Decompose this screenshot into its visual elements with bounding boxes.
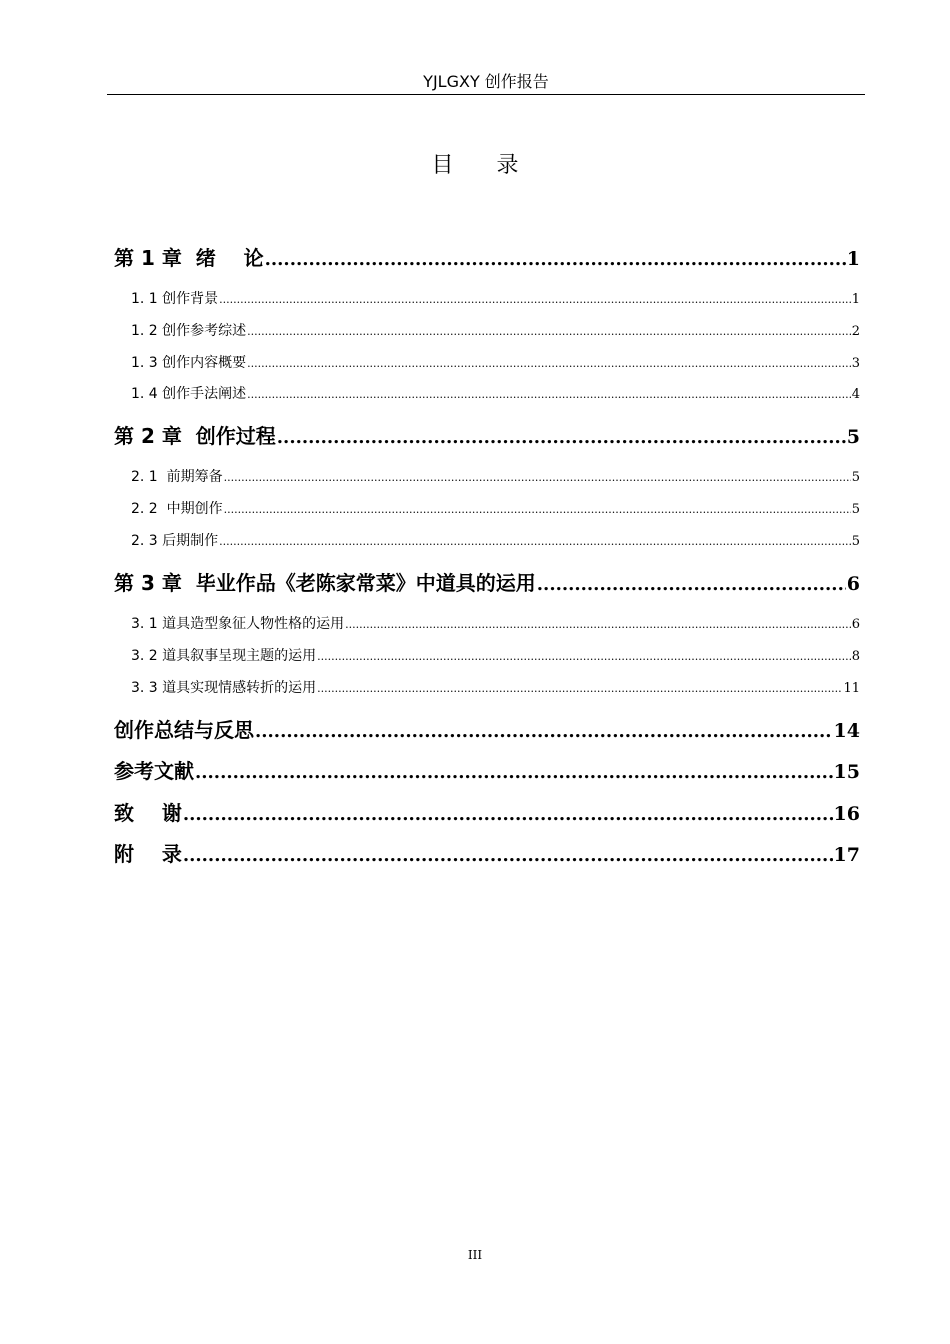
toc-entry-page: 5 [851, 470, 860, 485]
toc-entry-page: 1 [851, 292, 860, 307]
toc-entry-chapter-1[interactable] [114, 243, 860, 273]
toc-entry-page: 5 [851, 534, 860, 549]
toc-entry-label: 3. 3 道具实现情感转折的运用 [131, 680, 317, 696]
toc-leader-dots [265, 245, 846, 275]
toc-entry-label: 3. 2 道具叙事呈现主题的运用 [131, 648, 317, 664]
toc-entry-page: 14 [833, 720, 860, 742]
toc-entry-2-3[interactable] [131, 530, 860, 552]
toc-entry-1-4[interactable] [131, 383, 860, 405]
toc-entry-1-2[interactable] [131, 320, 860, 342]
toc-entry-page: 11 [843, 681, 860, 696]
toc-title-left: 目 [431, 153, 454, 178]
toc-entry-appendix[interactable] [114, 839, 860, 869]
toc-entry-label: 2. 1 前期筹备 [131, 469, 223, 485]
toc-leader-dots [195, 758, 833, 788]
toc-entry-label: 1. 1 创作背景 [131, 291, 219, 307]
toc-entry-page: 8 [851, 649, 860, 664]
toc-entry-page: 4 [851, 387, 860, 402]
toc-leader-dots [345, 614, 851, 636]
toc-leader-dots [183, 841, 833, 871]
toc-entry-label: 第 3 章 毕业作品《老陈家常菜》中道具的运用 [114, 571, 536, 595]
toc-entry-label: 2. 3 后期制作 [131, 533, 219, 549]
toc-entry-3-1[interactable] [131, 613, 860, 635]
toc-leader-dots [247, 321, 851, 343]
toc-leader-dots [317, 678, 842, 700]
toc-entry-references[interactable] [114, 756, 860, 786]
toc-leader-dots [317, 646, 851, 668]
toc-entry-3-2[interactable] [131, 645, 860, 667]
toc-entry-chapter-2[interactable] [114, 421, 860, 451]
toc-entry-2-2[interactable] [131, 498, 860, 520]
toc-entry-1-3[interactable] [131, 352, 860, 374]
toc-entry-label: 1. 2 创作参考综述 [131, 323, 247, 339]
toc-entry-page: 1 [846, 248, 860, 270]
toc-entry-page: 15 [833, 761, 860, 783]
toc-leader-dots [255, 717, 833, 747]
toc-entry-label: 第 2 章 创作过程 [114, 424, 276, 448]
toc-entry-page: 5 [846, 426, 860, 448]
toc-leader-dots [224, 467, 851, 489]
toc-entry-chapter-3[interactable] [114, 568, 860, 598]
toc-entry-label: 3. 1 道具造型象征人物性格的运用 [131, 616, 345, 632]
toc-entry-label: 1. 3 创作内容概要 [131, 355, 247, 371]
page-number: III [467, 1248, 483, 1262]
toc-entry-label: 1. 4 创作手法阐述 [131, 386, 247, 402]
toc-leader-dots [247, 384, 851, 406]
toc-entry-summary[interactable] [114, 715, 860, 745]
toc-leader-dots [219, 531, 851, 553]
toc-entry-1-1[interactable] [131, 288, 860, 310]
toc-entry-label: 2. 2 中期创作 [131, 501, 223, 517]
toc-entry-page: 6 [851, 617, 860, 632]
toc-leader-dots [277, 423, 846, 453]
toc-entry-page: 5 [851, 502, 860, 517]
toc-leader-dots [537, 570, 846, 600]
toc-leader-dots [183, 800, 833, 830]
toc-entry-label: 参考文献 [114, 759, 194, 783]
toc-entry-label: 第 1 章 绪 论 [114, 246, 264, 270]
toc-leader-dots [247, 353, 851, 375]
toc-title-right: 录 [496, 153, 519, 178]
toc-entry-label: 创作总结与反思 [114, 718, 254, 742]
toc-entry-page: 3 [851, 356, 860, 371]
toc-title [0, 148, 950, 179]
toc-entry-page: 6 [846, 573, 860, 595]
toc-leader-dots [224, 499, 851, 521]
toc-entry-page: 16 [833, 803, 860, 825]
toc-entry-label: 致 谢 [114, 801, 182, 825]
toc-entry-page: 2 [851, 324, 860, 339]
toc-entry-page: 17 [833, 844, 860, 866]
toc-entry-label: 附 录 [114, 842, 182, 866]
toc-entry-2-1[interactable] [131, 466, 860, 488]
page-header: YJLGXY 创作报告 [107, 70, 865, 95]
toc-leader-dots [219, 289, 851, 311]
toc-entry-acknowledgements[interactable] [114, 798, 860, 828]
toc-entry-3-3[interactable] [131, 677, 860, 699]
